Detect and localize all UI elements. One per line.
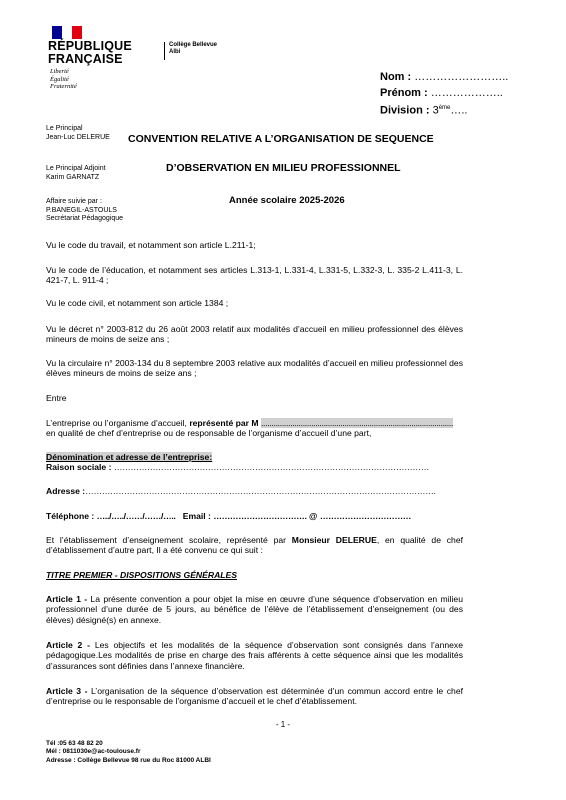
republic-motto: Liberté Égalité Fraternité xyxy=(50,68,77,91)
titre-premier-heading: TITRE PREMIER - DISPOSITIONS GÉNÉRALES xyxy=(46,570,237,580)
article-3: Article 3 - L’organisation de la séquence d’observation est déterminée d’un commun accord entre le chef d’entreprise ou le responsable de l’organisme d’accueil et le chef d’établissement. xyxy=(46,686,463,707)
adresse-field[interactable]: ………………………………………………………………………………………………………………. xyxy=(85,486,436,496)
representant-field[interactable]: ............................................................................................ xyxy=(260,418,454,428)
raison-sociale-field[interactable]: …………………………………………………………………………………………………… xyxy=(113,462,429,473)
nom-field[interactable]: Nom : …………………….. xyxy=(380,71,509,83)
page-number: - 1 - xyxy=(275,720,291,729)
marianne-logo xyxy=(52,26,82,39)
student-identity-fields xyxy=(380,70,508,119)
etablissement-paragraph: Et l’établissement d’enseignement scolaire, représenté par Monsieur DELERUE, en qualité de chef d’établissement d’autre part, Il a été convenu ce qui suit : xyxy=(46,535,464,556)
affaire-block: Affaire suivie par : P.BANEGIL-ASTOULS Secrétariat Pédagogique xyxy=(46,198,124,222)
article-1: Article 1 - La présente convention a pour objet la mise en œuvre d’une séquence d’observation en milieu professionnel d’une durée de 5 jours, au bénéfice de l’élève de l’établissement d’enseignement (ou des élèves) désigné(s) en annexe. xyxy=(46,594,463,625)
vu-circulaire: Vu la circulaire n° 2003-134 du 8 septembre 2003 relative aux modalités d’accueil en milieu professionnel des élèves mineurs de moins de seize ans ; xyxy=(46,358,463,379)
contact-line: Téléphone : …../…../……/……/….. Email : ……………………………. @ …………………………… xyxy=(46,511,412,521)
vu-decret: Vu le décret n° 2003-812 du 26 août 2003 relatif aux modalités d’accueil en milieu professionnel des élèves mineurs de moins de seize ans ; xyxy=(46,324,463,345)
adjoint-block: Le Principal Adjoint Karim GARNATZ xyxy=(46,165,106,181)
school-block: Collège Bellevue Albi xyxy=(169,42,218,55)
school-year: Année scolaire 2025-2026 xyxy=(229,195,345,206)
denomination-heading: Dénomination et adresse de l’entreprise: xyxy=(46,452,213,462)
republique-francaise-name: RÉPUBLIQUE FRANÇAISE xyxy=(48,39,132,66)
entre-label: Entre xyxy=(46,393,67,403)
adresse-line: Adresse :………………………………………………………………………………………………………………. xyxy=(46,486,436,496)
principal-block: Le Principal Jean-Luc DELERUE xyxy=(46,125,110,141)
vu-code-civil: Vu le code civil, et notamment son article 1384 ; xyxy=(46,298,229,308)
document-title-line2: D’OBSERVATION EN MILIEU PROFESSIONNEL xyxy=(166,162,401,174)
email-field-local[interactable]: ……………………………. xyxy=(213,511,307,521)
email-field-domain[interactable]: …………………………… xyxy=(319,511,412,521)
footer-contact: Tél :05 63 48 82 20 Mél : 0811030e@ac-toulouse.fr Adresse : Collège Bellevue 98 rue du Roc 81000 ALBI xyxy=(46,740,211,764)
article-2: Article 2 - Les objectifs et les modalités de la séquence d’observation sont consignés dans l’annexe pédagogique.Les modalités de prise en charge des frais afférents à cette séquence ainsi que les modalités d’assurances sont définies dans l’annexe financière. xyxy=(46,640,463,671)
division-field[interactable]: Division : 3ème….. xyxy=(380,104,468,117)
entreprise-paragraph: L’entreprise ou l’organisme d’accueil, représenté par M ............................................................................................ en qualité de chef d’entreprise ou de responsable de l’organisme d’accueil d’une part, xyxy=(46,418,454,439)
telephone-field[interactable]: …../…../……/……/….. xyxy=(96,511,176,521)
denomination-section: Dénomination et adresse de l’entreprise: Raison sociale : …………………………………………………………………………………………………… xyxy=(46,452,429,473)
vu-code-travail: Vu le code du travail, et notamment son article L.211-1; xyxy=(46,240,256,250)
document-title-line1: CONVENTION RELATIVE A L’ORGANISATION DE SEQUENCE xyxy=(128,133,434,145)
vu-code-education: Vu le code de l’éducation, et notamment ses articles L.313-1, L.331-4, L.331-5, L.332-3, L. 335-2 L.411-3, L. 421-7, L. 911-4 ; xyxy=(46,265,463,286)
header-divider xyxy=(164,42,165,60)
prenom-field[interactable]: Prénom : ……………….. xyxy=(380,86,503,99)
